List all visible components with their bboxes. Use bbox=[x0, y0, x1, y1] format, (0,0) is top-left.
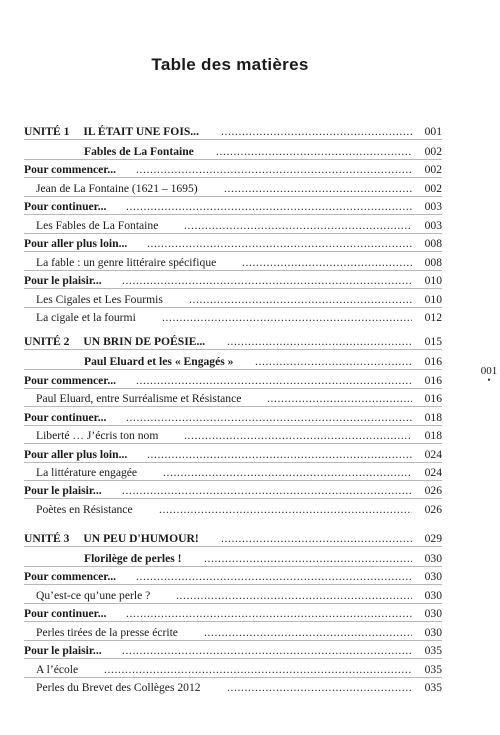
toc-row bbox=[24, 484, 442, 499]
unit-heading: UN PEU D'HUMOUR! bbox=[83, 532, 199, 545]
toc-row bbox=[24, 200, 442, 215]
toc-row bbox=[24, 274, 442, 289]
toc-row bbox=[24, 355, 442, 370]
dot-leader bbox=[184, 219, 412, 233]
page-ref: 008 bbox=[424, 256, 442, 269]
unit-subtitle: Fables de La Fontaine bbox=[84, 145, 194, 158]
dot-leader bbox=[189, 293, 412, 307]
toc-row bbox=[24, 644, 442, 659]
dot-leader bbox=[136, 570, 412, 584]
dot-leader bbox=[104, 663, 412, 677]
page-number-text: 001 bbox=[480, 365, 498, 377]
page-ref: 015 bbox=[424, 335, 442, 348]
page-ref: 010 bbox=[424, 293, 442, 306]
page-ref: 024 bbox=[424, 448, 442, 461]
dot-leader bbox=[126, 200, 412, 214]
toc-row bbox=[24, 532, 442, 547]
page-ref: 018 bbox=[424, 429, 442, 442]
unit-label: UNITÉ 2 bbox=[24, 335, 70, 348]
dot-leader bbox=[204, 626, 412, 640]
dot-leader bbox=[267, 392, 412, 406]
page-ref: 002 bbox=[424, 182, 442, 195]
toc-row bbox=[24, 589, 442, 604]
entry-title: La littérature engagée bbox=[36, 466, 138, 479]
dot-leader bbox=[221, 125, 412, 139]
page-ref: 012 bbox=[424, 311, 442, 324]
unit-title bbox=[24, 335, 205, 349]
page-ref: 002 bbox=[424, 145, 442, 158]
toc-row bbox=[24, 293, 442, 308]
unit-title bbox=[24, 532, 199, 546]
dot-leader bbox=[216, 145, 412, 159]
dot-leader bbox=[163, 466, 412, 480]
dot-leader bbox=[147, 237, 412, 251]
unit-label: UNITÉ 3 bbox=[24, 532, 70, 545]
page-title: Table des matières bbox=[151, 55, 309, 74]
dot-leader bbox=[122, 644, 412, 658]
toc-row bbox=[24, 570, 442, 585]
page-ref: 026 bbox=[424, 484, 442, 497]
unit-heading: IL ÉTAIT UNE FOIS... bbox=[83, 125, 199, 138]
page-ref: 030 bbox=[424, 552, 442, 565]
page-ref: 030 bbox=[424, 570, 442, 583]
toc-row bbox=[24, 125, 442, 140]
dot-leader bbox=[255, 355, 412, 369]
toc-row bbox=[24, 552, 442, 567]
toc-row bbox=[24, 311, 442, 325]
dot-leader bbox=[176, 589, 412, 603]
dot-leader bbox=[122, 274, 412, 288]
dot-leader bbox=[147, 448, 412, 462]
unit-label: UNITÉ 1 bbox=[24, 125, 70, 138]
page-ref: 003 bbox=[424, 200, 442, 213]
entry-title: Liberté … J’écris ton nom bbox=[36, 429, 159, 442]
toc-row bbox=[24, 411, 442, 426]
page-ref: 003 bbox=[424, 219, 442, 232]
toc-row bbox=[24, 663, 442, 678]
dot-leader bbox=[126, 607, 412, 621]
page-ref: 010 bbox=[424, 274, 442, 287]
toc-row bbox=[24, 448, 442, 463]
section-title: Pour continuer... bbox=[24, 411, 107, 424]
page-ref: 016 bbox=[424, 392, 442, 405]
dot-leader bbox=[242, 256, 412, 270]
section-title: Pour continuer... bbox=[24, 607, 107, 620]
section-title: Pour le plaisir... bbox=[24, 644, 102, 657]
entry-title: Les Cigales et Les Fourmis bbox=[36, 293, 163, 306]
dot-leader bbox=[159, 503, 412, 517]
entry-title: Jean de La Fontaine (1621 – 1695) bbox=[36, 182, 198, 195]
page-ref: 035 bbox=[424, 663, 442, 676]
dot-leader bbox=[126, 411, 412, 425]
page-ref: 035 bbox=[424, 681, 442, 694]
section-title: Pour le plaisir... bbox=[24, 484, 102, 497]
page-ref: 030 bbox=[424, 589, 442, 602]
page-ref: 035 bbox=[424, 644, 442, 657]
toc-row bbox=[24, 182, 442, 197]
unit-title bbox=[24, 125, 199, 139]
toc-row bbox=[24, 626, 442, 641]
entry-title: La cigale et la fourmi bbox=[36, 311, 136, 324]
entry-title: Perles du Brevet des Collèges 2012 bbox=[36, 681, 201, 694]
page-ref: 024 bbox=[424, 466, 442, 479]
page-ref: 008 bbox=[424, 237, 442, 250]
toc-row bbox=[24, 374, 442, 389]
page-number bbox=[478, 365, 500, 383]
toc-row bbox=[24, 219, 442, 234]
dot-leader bbox=[227, 681, 412, 695]
section-title: Pour aller plus loin... bbox=[24, 448, 128, 461]
page-ref: 001 bbox=[424, 125, 442, 138]
dot-leader bbox=[162, 311, 412, 325]
toc-row bbox=[24, 163, 442, 178]
entry-title: Qu’est-ce qu’une perle ? bbox=[36, 589, 151, 602]
entry-title: Perles tirées de la presse écrite bbox=[36, 626, 178, 639]
section-title: Pour le plaisir... bbox=[24, 274, 102, 287]
unit-heading: UN BRIN DE POÉSIE... bbox=[83, 335, 206, 348]
dot-leader bbox=[136, 163, 412, 177]
entry-title: A l’école bbox=[36, 663, 79, 676]
toc-row bbox=[24, 681, 442, 695]
entry-title: Les Fables de La Fontaine bbox=[36, 219, 159, 232]
page-ref: 029 bbox=[424, 532, 442, 545]
section-title: Pour continuer... bbox=[24, 200, 107, 213]
dot-leader bbox=[204, 552, 412, 566]
section-title: Pour commencer... bbox=[24, 163, 117, 176]
dot-leader bbox=[136, 374, 412, 388]
dot-leader bbox=[227, 335, 412, 349]
section-title: Pour aller plus loin... bbox=[24, 237, 128, 250]
toc-row bbox=[24, 503, 442, 517]
toc-row bbox=[24, 256, 442, 271]
toc-row bbox=[24, 145, 442, 160]
toc-row bbox=[24, 607, 442, 622]
page-ref: 026 bbox=[424, 503, 442, 516]
page-ref: 030 bbox=[424, 607, 442, 620]
page-ref: 018 bbox=[424, 411, 442, 424]
page-number-dot: • bbox=[487, 375, 491, 385]
toc-row bbox=[24, 392, 442, 407]
toc-row bbox=[24, 237, 442, 252]
unit-subtitle: Florilège de perles ! bbox=[84, 552, 182, 565]
page-ref: 016 bbox=[424, 374, 442, 387]
page-ref: 016 bbox=[424, 355, 442, 368]
dot-leader bbox=[221, 532, 412, 546]
dot-leader bbox=[122, 484, 412, 498]
toc-row bbox=[24, 429, 442, 444]
toc-row bbox=[24, 335, 442, 350]
entry-title: Poètes en Résistance bbox=[36, 503, 133, 516]
page-ref: 030 bbox=[424, 626, 442, 639]
section-title: Pour commencer... bbox=[24, 374, 117, 387]
page-ref: 002 bbox=[424, 163, 442, 176]
dot-leader bbox=[184, 429, 412, 443]
unit-subtitle: Paul Eluard et les « Engagés » bbox=[84, 355, 234, 368]
entry-title: La fable : un genre littéraire spécifique bbox=[36, 256, 217, 269]
dot-leader bbox=[224, 182, 412, 196]
toc-row bbox=[24, 466, 442, 481]
section-title: Pour commencer... bbox=[24, 570, 117, 583]
entry-title: Paul Eluard, entre Surréalisme et Résistance bbox=[36, 392, 242, 405]
